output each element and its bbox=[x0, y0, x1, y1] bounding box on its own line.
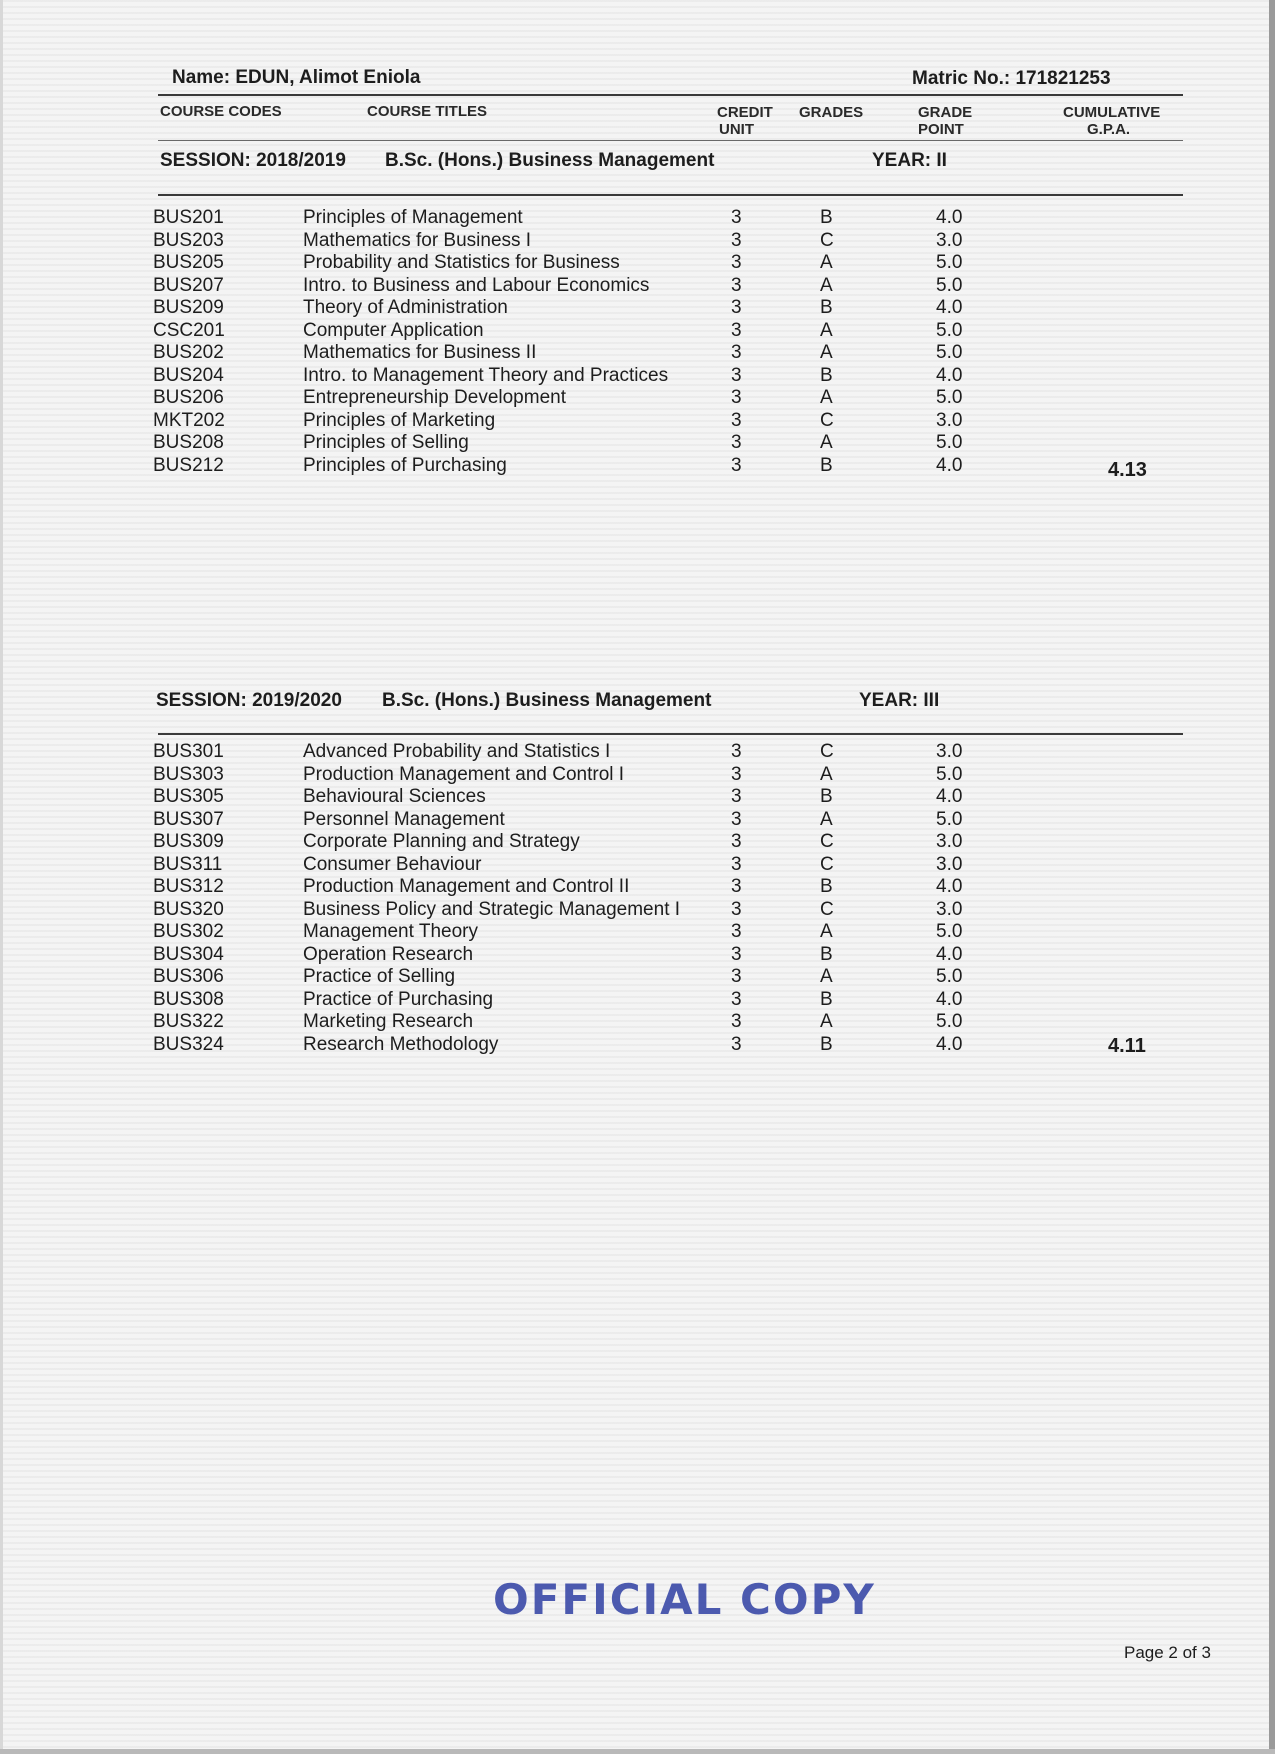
grade: A bbox=[820, 966, 833, 987]
course-code: BUS302 bbox=[153, 921, 224, 942]
course-title: Mathematics for Business II bbox=[303, 342, 537, 363]
course-row bbox=[0, 455, 1275, 478]
credit-unit: 3 bbox=[731, 252, 742, 273]
course-title: Management Theory bbox=[303, 921, 478, 942]
course-row bbox=[0, 921, 1275, 944]
grade: A bbox=[820, 387, 833, 408]
grade-point: 5.0 bbox=[936, 319, 963, 341]
column-course-codes: COURSE CODES bbox=[160, 103, 282, 120]
credit-unit: 3 bbox=[731, 853, 742, 875]
grade: A bbox=[820, 252, 833, 273]
grade: B bbox=[820, 207, 833, 228]
course-row bbox=[0, 966, 1275, 989]
grade-point: 3.0 bbox=[936, 831, 963, 852]
course-row bbox=[0, 876, 1275, 899]
course-code: BUS309 bbox=[153, 831, 224, 852]
grade-point: 4.0 bbox=[936, 297, 963, 318]
grade-point: 3.0 bbox=[936, 229, 963, 251]
course-row bbox=[0, 809, 1275, 832]
column-cumulative-line2: G.P.A. bbox=[1087, 121, 1131, 138]
credit-unit: 3 bbox=[731, 454, 742, 476]
course-title: Corporate Planning and Strategy bbox=[303, 831, 580, 852]
credit-unit: 3 bbox=[731, 943, 742, 965]
credit-unit: 3 bbox=[731, 966, 742, 987]
credit-unit: 3 bbox=[731, 229, 742, 251]
course-row bbox=[0, 854, 1275, 877]
course-code: BUS207 bbox=[153, 274, 224, 296]
grade: A bbox=[820, 1011, 833, 1032]
course-row bbox=[0, 899, 1275, 922]
grade-point: 5.0 bbox=[936, 966, 963, 987]
session-header bbox=[156, 690, 1160, 714]
cumulative-gpa: 4.13 bbox=[1108, 459, 1147, 481]
grade-point: 3.0 bbox=[936, 853, 963, 875]
grade-point: 4.0 bbox=[936, 988, 963, 1010]
course-title: Principles of Marketing bbox=[303, 409, 496, 431]
course-code: MKT202 bbox=[153, 409, 225, 431]
grade-point: 5.0 bbox=[936, 252, 963, 273]
course-row bbox=[0, 207, 1275, 230]
course-code: CSC201 bbox=[153, 319, 225, 341]
course-title: Intro. to Management Theory and Practices bbox=[303, 364, 669, 386]
grade: B bbox=[820, 454, 833, 476]
credit-unit: 3 bbox=[731, 432, 742, 453]
course-title: Theory of Administration bbox=[303, 297, 508, 318]
course-row bbox=[0, 297, 1275, 320]
grade: A bbox=[820, 763, 833, 785]
credit-unit: 3 bbox=[731, 387, 742, 408]
grade: A bbox=[820, 319, 833, 341]
grade: C bbox=[820, 409, 834, 431]
credit-unit: 3 bbox=[731, 207, 742, 228]
credit-unit: 3 bbox=[731, 319, 742, 341]
course-row bbox=[0, 230, 1275, 253]
grade-point: 4.0 bbox=[936, 943, 963, 965]
header-rule bbox=[158, 94, 1183, 96]
course-title: Entrepreneurship Development bbox=[303, 387, 566, 408]
credit-unit: 3 bbox=[731, 297, 742, 318]
course-code: BUS202 bbox=[153, 342, 224, 363]
course-title: Personnel Management bbox=[303, 808, 505, 830]
session-label: SESSION: 2019/2020 bbox=[156, 690, 342, 711]
grade-point: 5.0 bbox=[936, 1011, 963, 1032]
course-title: Production Management and Control I bbox=[303, 763, 625, 785]
course-code: BUS208 bbox=[153, 432, 224, 453]
grade-point: 5.0 bbox=[936, 274, 963, 296]
column-grades: GRADES bbox=[799, 104, 864, 121]
page-number: Page 2 of 3 bbox=[1124, 1643, 1211, 1662]
credit-unit: 3 bbox=[731, 786, 742, 807]
credit-unit: 3 bbox=[731, 409, 742, 431]
column-heading-rule bbox=[158, 140, 1183, 141]
course-title: Marketing Research bbox=[303, 1011, 474, 1032]
grade-point: 4.0 bbox=[936, 207, 963, 228]
course-row bbox=[0, 1011, 1275, 1034]
year-label: YEAR: III bbox=[859, 690, 940, 711]
grade: A bbox=[820, 921, 833, 942]
column-credit-unit-line1: CREDIT bbox=[717, 104, 773, 121]
session-rule bbox=[158, 194, 1183, 196]
grade-point: 5.0 bbox=[936, 763, 963, 785]
course-title: Mathematics for Business I bbox=[303, 229, 532, 251]
official-copy-stamp: OFFICIAL COPY bbox=[493, 1575, 876, 1624]
grade: B bbox=[820, 988, 833, 1010]
credit-unit: 3 bbox=[731, 876, 742, 897]
grade: C bbox=[820, 741, 834, 762]
student-name: Name: EDUN, Alimot Eniola bbox=[172, 67, 421, 88]
grade-point: 5.0 bbox=[936, 342, 963, 363]
credit-unit: 3 bbox=[731, 1011, 742, 1032]
course-code: BUS320 bbox=[153, 898, 224, 920]
course-code: BUS312 bbox=[153, 876, 224, 897]
column-grade-point-line1: GRADE bbox=[918, 104, 973, 121]
credit-unit: 3 bbox=[731, 364, 742, 386]
course-code: BUS209 bbox=[153, 297, 224, 318]
session-header bbox=[160, 150, 1160, 174]
programme-label: B.Sc. (Hons.) Business Management bbox=[382, 690, 712, 711]
column-credit-unit-line2: UNIT bbox=[719, 121, 754, 138]
course-row bbox=[0, 410, 1275, 433]
session-rule bbox=[158, 733, 1183, 735]
course-title: Computer Application bbox=[303, 319, 484, 341]
grade: B bbox=[820, 786, 833, 807]
grade-point: 3.0 bbox=[936, 741, 963, 762]
course-code: BUS304 bbox=[153, 943, 224, 965]
course-row bbox=[0, 365, 1275, 388]
course-title: Behavioural Sciences bbox=[303, 786, 486, 807]
course-row bbox=[0, 342, 1275, 365]
course-code: BUS212 bbox=[153, 454, 224, 476]
grade: B bbox=[820, 876, 833, 897]
course-row bbox=[0, 320, 1275, 343]
course-title: Practice of Purchasing bbox=[303, 988, 494, 1010]
grade-point: 4.0 bbox=[936, 454, 963, 476]
course-row bbox=[0, 432, 1275, 455]
grade: A bbox=[820, 274, 833, 296]
grade: C bbox=[820, 898, 834, 920]
course-code: BUS324 bbox=[153, 1033, 224, 1055]
grade-point: 5.0 bbox=[936, 921, 963, 942]
course-code: BUS322 bbox=[153, 1011, 224, 1032]
course-code: BUS306 bbox=[153, 966, 224, 987]
grade-point: 3.0 bbox=[936, 409, 963, 431]
course-title: Advanced Probability and Statistics I bbox=[303, 741, 611, 762]
course-title: Practice of Selling bbox=[303, 966, 456, 987]
programme-label: B.Sc. (Hons.) Business Management bbox=[385, 150, 715, 171]
course-code: BUS204 bbox=[153, 364, 224, 386]
course-row bbox=[0, 252, 1275, 275]
course-title: Business Policy and Strategic Management I bbox=[303, 898, 681, 920]
course-code: BUS201 bbox=[153, 207, 224, 228]
matric-number: Matric No.: 171821253 bbox=[912, 68, 1111, 89]
grade-point: 4.0 bbox=[936, 1033, 963, 1055]
grade: A bbox=[820, 342, 833, 363]
credit-unit: 3 bbox=[731, 342, 742, 363]
course-row bbox=[0, 831, 1275, 854]
grade: B bbox=[820, 364, 833, 386]
course-title: Consumer Behaviour bbox=[303, 853, 482, 875]
grade: C bbox=[820, 229, 834, 251]
grade-point: 3.0 bbox=[936, 898, 963, 920]
course-title: Production Management and Control II bbox=[303, 876, 630, 897]
course-code: BUS205 bbox=[153, 252, 224, 273]
grade-point: 5.0 bbox=[936, 808, 963, 830]
course-code: BUS308 bbox=[153, 988, 224, 1010]
course-row bbox=[0, 1034, 1275, 1057]
credit-unit: 3 bbox=[731, 921, 742, 942]
grade-point: 5.0 bbox=[936, 387, 963, 408]
course-row bbox=[0, 741, 1275, 764]
course-row bbox=[0, 786, 1275, 809]
course-title: Principles of Selling bbox=[303, 432, 469, 453]
credit-unit: 3 bbox=[731, 831, 742, 852]
course-code: BUS307 bbox=[153, 808, 224, 830]
course-title: Operation Research bbox=[303, 943, 474, 965]
grade: B bbox=[820, 297, 833, 318]
course-title: Probability and Statistics for Business bbox=[303, 252, 620, 273]
grade-point: 5.0 bbox=[936, 432, 963, 453]
grade: A bbox=[820, 808, 833, 830]
course-title: Intro. to Business and Labour Economics bbox=[303, 274, 650, 296]
course-code: BUS311 bbox=[153, 853, 223, 875]
column-grade-point-line2: POINT bbox=[918, 121, 964, 138]
credit-unit: 3 bbox=[731, 898, 742, 920]
credit-unit: 3 bbox=[731, 988, 742, 1010]
course-row bbox=[0, 764, 1275, 787]
course-code: BUS303 bbox=[153, 763, 224, 785]
course-list bbox=[0, 207, 1275, 477]
column-cumulative-line1: CUMULATIVE bbox=[1063, 104, 1161, 121]
course-row bbox=[0, 989, 1275, 1012]
course-code: BUS305 bbox=[153, 786, 224, 807]
grade: A bbox=[820, 432, 833, 453]
course-list bbox=[0, 741, 1275, 1056]
session-label: SESSION: 2018/2019 bbox=[160, 150, 346, 171]
course-code: BUS301 bbox=[153, 741, 224, 762]
course-title: Principles of Management bbox=[303, 207, 523, 228]
course-title: Principles of Purchasing bbox=[303, 454, 507, 476]
column-course-titles: COURSE TITLES bbox=[367, 103, 488, 120]
year-label: YEAR: II bbox=[872, 150, 947, 171]
grade-point: 4.0 bbox=[936, 876, 963, 897]
grade: C bbox=[820, 831, 834, 852]
grade-point: 4.0 bbox=[936, 786, 963, 807]
credit-unit: 3 bbox=[731, 274, 742, 296]
grade-point: 4.0 bbox=[936, 364, 963, 386]
credit-unit: 3 bbox=[731, 808, 742, 830]
page-edge-bottom bbox=[0, 1749, 1275, 1754]
grade: B bbox=[820, 1033, 833, 1055]
course-row bbox=[0, 944, 1275, 967]
course-row bbox=[0, 275, 1275, 298]
course-row bbox=[0, 387, 1275, 410]
credit-unit: 3 bbox=[731, 1033, 742, 1055]
credit-unit: 3 bbox=[731, 741, 742, 762]
course-title: Research Methodology bbox=[303, 1033, 499, 1055]
credit-unit: 3 bbox=[731, 763, 742, 785]
cumulative-gpa: 4.11 bbox=[1108, 1035, 1146, 1057]
grade: B bbox=[820, 943, 833, 965]
grade: C bbox=[820, 853, 834, 875]
course-code: BUS203 bbox=[153, 229, 224, 251]
course-code: BUS206 bbox=[153, 387, 224, 408]
